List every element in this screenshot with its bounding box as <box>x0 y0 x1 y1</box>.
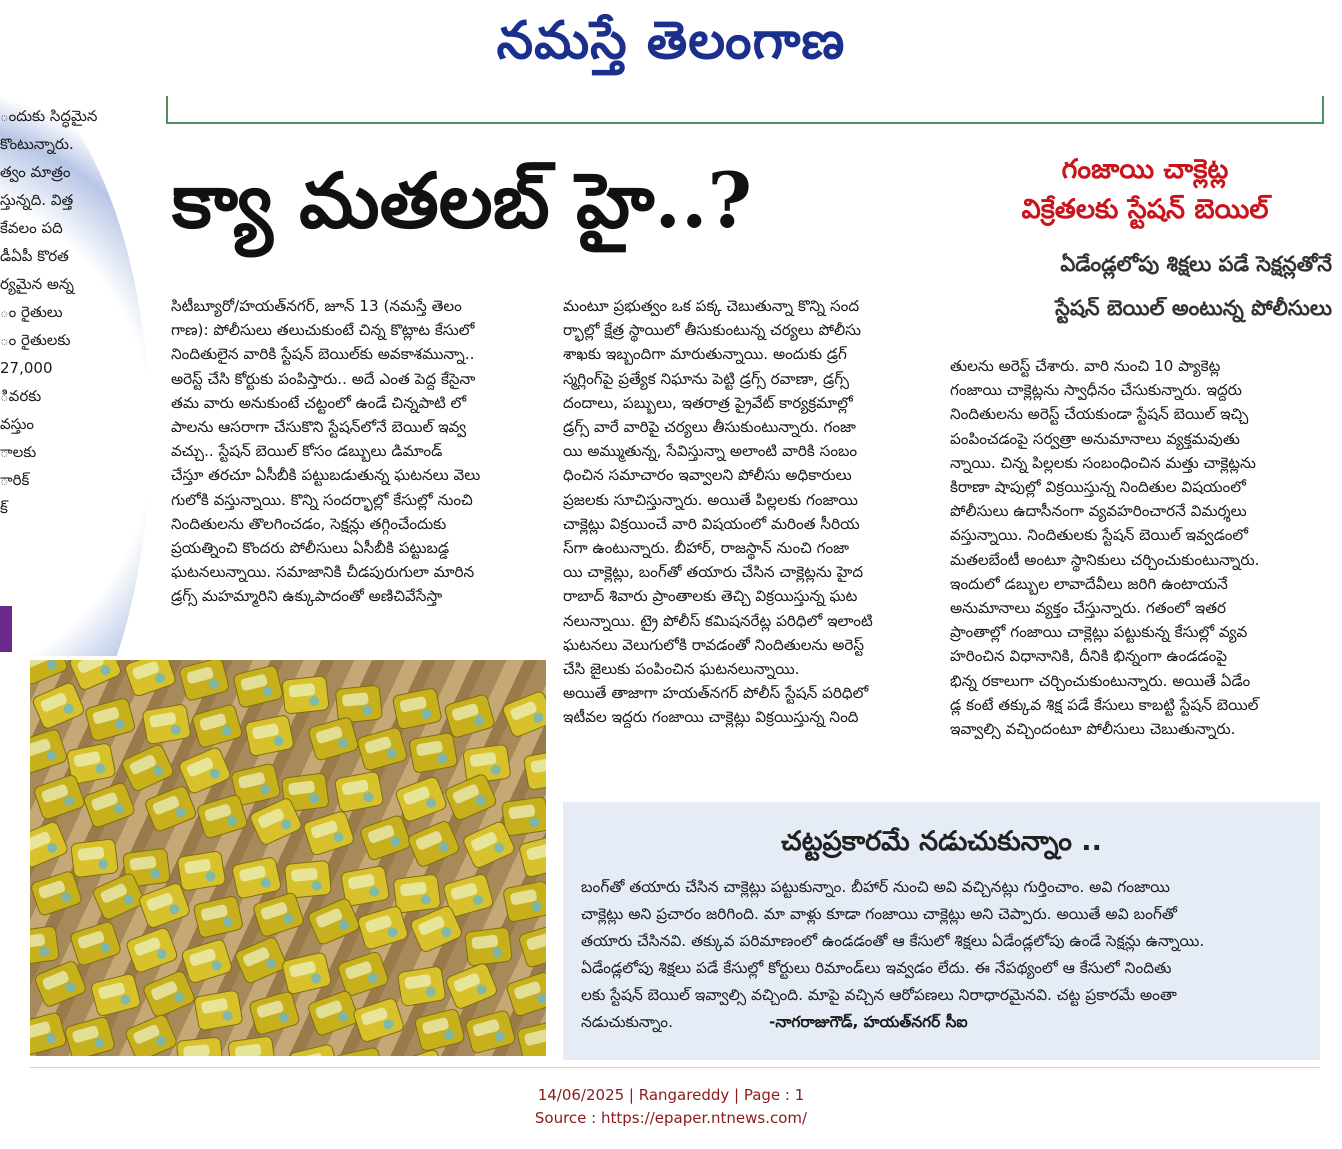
sub-headline <box>960 242 1332 330</box>
chocolate-packet <box>281 952 332 995</box>
chocolate-packet <box>177 851 226 892</box>
chocolate-packet <box>68 660 122 691</box>
chocolate-packet <box>337 951 390 997</box>
masthead-logo: నమస్తే తెలంగాణ <box>496 11 846 71</box>
article-line: మంటూ ప్రభుత్వం ఒక పక్క చెబుతున్నా కొన్ని సంద <box>563 297 860 315</box>
article-line: డ్ల కంటే తక్కువ శిక్ష పడే కేసులు కాబట్టి స్టేషన్‌ బెయిల్‌ <box>950 695 1259 714</box>
chocolate-packet <box>465 927 513 966</box>
left-column-line: డీఏపీ కొరత <box>0 247 69 265</box>
left-column-line: ర్యమైన అన్న <box>0 275 74 293</box>
article-line: నలున్నాయి. ట్రై పోలీస్‌ కమిషనరేట్ల పరిధిలో ఇలాంటి <box>563 611 873 630</box>
article-line: హరించిన విధానానికి, దీనికి భిన్నంగా ఉండడంపై <box>950 647 1228 666</box>
left-clipped-column <box>0 96 150 656</box>
article-line: నిందితులను అరెస్ట్‌ చేయకుండా స్టేషన్‌ బెయిల్‌ ఇచ్చి <box>950 405 1249 424</box>
quote-body <box>581 874 1306 1036</box>
article-line: గులోకి వస్తున్నాయి. కొన్ని సందర్భాల్లో కేసుల్లో నుంచి <box>171 490 473 509</box>
left-column-line: ం రైతులు <box>0 303 63 321</box>
article-line: నిందితులను తొలగించడం, సెక్షన్లు తగ్గించేందుకు <box>171 514 447 533</box>
chocolate-packet <box>503 880 546 922</box>
chocolate-packet <box>181 938 233 984</box>
chocolate-packet <box>393 874 441 913</box>
footer <box>0 1084 1342 1130</box>
left-column-line: వస్తుం <box>0 415 34 433</box>
chocolate-packet <box>71 839 119 878</box>
article-line: ఇటీవల ఇద్దరు గంజాయి చాక్లెట్లు విక్రయిస్తున్న నింది <box>563 708 859 727</box>
article-line: ప్రాంతాల్లో గంజాయి చాక్లెట్లు పట్టుకున్న కేసుల్లో వ్యవ <box>950 623 1248 642</box>
chocolate-packet <box>30 820 69 868</box>
chocolate-packet <box>394 1049 447 1056</box>
chocolate-packet <box>125 927 178 974</box>
left-column-line: క్ <box>0 499 8 517</box>
chocolate-packet <box>407 820 461 869</box>
chocolate-packet <box>124 1013 178 1056</box>
chocolate-packet <box>179 660 230 701</box>
article-line: చేసి జైలుకు పంపించిన ఘటనలున్నాయి. <box>563 660 800 679</box>
chocolate-packet <box>121 743 175 792</box>
article-line: స్‌గా ఉంటున్నారు. బీహార్‌, రాజస్థాన్‌ నుంచి గంజా <box>563 539 850 558</box>
article-line: స్మగ్లింగ్‌పై ప్రత్యేక నిఘాను పెట్టి డ్రగ్స్‌ రవాణా, డ్రగ్స్‌ <box>563 369 850 388</box>
article-line: ఘటనలు వెలుగులోకి రావడంతో నిందితులను అరెస్ట్‌ <box>563 635 865 654</box>
left-column-text <box>0 102 112 522</box>
chocolate-packet <box>334 771 384 813</box>
chocolate-packet <box>196 794 248 839</box>
chocolate-packet <box>90 973 141 1017</box>
chocolate-packet <box>144 785 197 833</box>
chocolate-packet <box>191 704 243 749</box>
chocolate-packet <box>444 694 496 739</box>
left-column-line: ారిక్ <box>0 471 30 489</box>
chocolate-packet <box>445 962 499 1010</box>
chocolate-packet <box>142 970 196 1019</box>
chocolate-packet <box>288 1044 339 1056</box>
chocolate-packet <box>392 688 442 730</box>
chocolate-packet <box>353 997 405 1043</box>
article-line: అరెస్ట్‌ చేసి కోర్టుకు పంపిస్తారు.. అదే ఎంత పెద్ద కేసైనా <box>171 369 476 388</box>
article-line: శాఖకు ఇబ్బందిగా మారుతున్నాయి. అందుకు డ్రగ్‌ <box>563 345 847 364</box>
side-headline-line-1: గంజాయి చాక్లెట్ల <box>1061 154 1229 185</box>
article-line: పోలీసులు ఉదాసీనంగా వ్యవహరించారనే విమర్శలు <box>950 502 1247 521</box>
chocolate-packet <box>282 676 329 715</box>
article-line: చేస్తూ తరచూ ఏసీబీకి పట్టుబడుతున్న ఘటనలు వెలు <box>171 466 481 485</box>
article-column-2 <box>563 294 925 730</box>
main-headline: క్యా మతలబ్‌ హై..? <box>172 156 752 245</box>
sub-headline-line-2: స్టేషన్‌ బెయిల్‌ అంటున్న పోలీసులు <box>1055 296 1332 320</box>
left-column-line: 27,000 <box>0 359 53 377</box>
chocolate-packet <box>252 892 304 938</box>
side-headline <box>960 150 1330 230</box>
article-line: పాలను ఆసరాగా చేసుకొని స్టేషన్‌లోనే బెయిల్‌ ఇవ్వ <box>171 418 467 437</box>
ganja-chocolates-photo <box>30 660 546 1056</box>
chocolate-packet <box>284 860 331 898</box>
quote-line: ఏడేండ్లలోపు శిక్షలు పడే కేసుల్లో కోర్టులు రిమాండ్‌లు ఇవ్వడం లేదు. ఈ నేపథ్యంలో ఆ కేసులో నిందితు <box>581 959 1172 977</box>
article-line: రాబాద్‌ శివారు ప్రాంతాలకు తెచ్చి విక్రయిస్తున్న ఘట <box>563 587 858 606</box>
chocolate-packet <box>244 715 294 757</box>
quote-line: బంగ్‌తో తయారు చేసిన చాక్లెట్లు పట్టుకున్నాం. బీహార్‌ నుంచి అవి వచ్చినట్లు గుర్తించాం. అవి గంజాయి <box>581 878 1170 896</box>
chocolate-packet <box>357 905 409 950</box>
article-line: తమ వారు అనుకుంటే చట్టంలో ఉండే చిన్నపాటి లో <box>171 393 467 412</box>
article-line: వచ్చు.. స్టేషన్‌ బెయిల్‌ కోసం డబ్బులు డిమాండ్‌ <box>171 442 443 461</box>
article-line: చాక్లెట్లు విక్రయించే వారి విషయంలో మరింత సీరియ <box>563 514 860 533</box>
article-line: మతలబేంటీ అంటూ స్థానికులు చర్చించుకుంటున్నారు. <box>950 550 1260 569</box>
quote-line: లకు స్టేషన్‌ బెయిల్‌ ఇవ్వాల్సి వచ్చింది. మాపై వచ్చిన ఆరోపణలు నిరాధారమైనవి. చట్ట ప్రకారమే అంతా <box>581 986 1177 1004</box>
chocolate-packet <box>142 704 191 745</box>
chocolate-packet <box>30 728 68 774</box>
article-line: డ్రగ్స్‌ మహమ్మారిని ఉక్కుపాదంతో అణిచివేసేస్తా <box>171 587 443 606</box>
chocolate-packets-image <box>30 660 546 1056</box>
article-line: వస్తున్నాయి. నిందితులకు స్టేషన్‌ బెయిల్‌ ఇవ్వడంలో <box>950 526 1249 545</box>
chocolate-packet <box>397 966 446 1007</box>
chocolate-packet <box>30 870 83 916</box>
article-line: యి చాక్లెట్లు, బంగ్‌తో తయారు చేసిన చాక్లెట్లను హైద <box>563 563 864 582</box>
article-line: గాణ): పోలీసులు తలుచుకుంటే చిన్న కొట్లాట కేసులో <box>171 321 475 340</box>
left-column-line: ందుకు సిద్ధమైన <box>0 107 98 125</box>
chocolate-packet <box>465 1010 516 1054</box>
chocolate-packet <box>516 1020 546 1056</box>
chocolate-packet <box>518 834 546 878</box>
chocolate-packet <box>124 660 177 697</box>
chocolate-packet <box>334 1047 384 1056</box>
quote-lines <box>581 874 1306 1009</box>
article-line: అనుమానాలు వ్యక్తం చేస్తున్నారు. గతంలో ఇతర <box>950 599 1227 618</box>
left-column-line: ివరకు <box>0 387 42 405</box>
chocolate-packet <box>178 746 232 795</box>
sub-headline-line-1: ఏడేండ్లలోపు శిక్షలు పడే సెక్షన్లతోనే <box>1060 252 1332 276</box>
footer-date-line: 14/06/2025 | Rangareddy | Page : 1 <box>537 1086 805 1104</box>
article-line: భిన్న రకాలుగా చర్చించుకుంటున్నారు. అయితే ఏడేం <box>950 671 1251 690</box>
article-line: గంజాయి చాక్లెట్లను స్వాధీనం చేసుకున్నారు. ఇద్దరు <box>950 381 1242 400</box>
chocolate-packet <box>30 926 60 966</box>
purple-accent-bar <box>0 606 12 652</box>
article-line: ఘటనలున్నాయి. సమాజానికి చీడపురుగులా మారిన <box>171 563 475 582</box>
chocolate-packet <box>308 716 360 761</box>
chocolate-packet <box>176 1037 223 1056</box>
chocolate-packet <box>69 921 121 967</box>
chocolate-packet <box>506 971 546 1017</box>
chocolate-packet <box>84 697 136 742</box>
side-headline-line-2: విక్రేతలకు స్టేషన్‌ బెయిల్‌ <box>1021 194 1269 225</box>
chocolate-packet <box>523 749 546 790</box>
article-line: దందాలు, పబ్బులు, ఇతరాత్ర ప్రైవేట్‌ కార్యక్రమాల్లో <box>563 393 853 412</box>
article-line: ర్భాల్లో క్షేత్ర స్థాయిలో తీసుకుంటున్న చర్యలు పోలీసు <box>563 321 862 340</box>
chocolate-packet <box>233 665 284 709</box>
chocolate-packet <box>335 685 382 723</box>
chocolate-packet <box>194 990 243 1031</box>
article-line: ప్రయత్నించి కొందరు పోలీసులు ఏసీబీకి పట్టుబడ్డ <box>171 539 450 558</box>
left-column-line: త్వం మాత్రం <box>0 163 71 181</box>
quote-line: చాక్లెట్లు అని ప్రచారం జరిగింది. మా వాళ్లు కూడా గంజాయి చాక్లెట్లు అని చెప్పారు. అయితే అవి బంగ్‌తో <box>581 905 1177 923</box>
article-line: ప్రజలకు సూచిస్తున్నారు. అయితే పిల్లలకు గంజాయి <box>563 490 858 509</box>
chocolate-packet <box>234 936 288 985</box>
article-line: పంపించడంపై సర్వత్రా అనుమానాలు వ్యక్తమవుతు <box>950 429 1240 448</box>
chocolate-packet <box>193 895 244 938</box>
chocolate-packet <box>395 776 448 823</box>
chocolate-packet <box>248 991 300 1036</box>
chocolate-packet <box>501 796 546 836</box>
article-line: తులను అరెస్ట్‌ చేశారు. వారి నుంచి 10 ప్యాకెట్ల <box>950 357 1221 375</box>
chocolate-packet <box>501 690 546 738</box>
chocolate-packet <box>30 1012 67 1056</box>
chocolate-packet <box>303 810 355 856</box>
article-line: యి అమ్ముతున్న, సేవిస్తున్నా అలాంటి వారికి సంబం <box>563 442 858 461</box>
article-frame <box>166 96 1324 124</box>
article-line: అయితే తాజాగా హయత్‌నగర్‌ పోలీస్‌ స్టేషన్‌ పరిధిలో <box>563 684 869 703</box>
article-line: ఇందులో డబ్బుల లావాదేవీలు జరిగి ఉంటాయనే <box>950 574 1228 593</box>
chocolate-packet <box>228 1036 276 1056</box>
article-line: కిరాణా షాపుల్లో విక్రయిస్తున్న నిందితుల విషయంలో <box>950 478 1246 497</box>
chocolate-packet <box>30 660 69 686</box>
chocolate-packet <box>34 960 88 1008</box>
chocolate-packet <box>83 782 136 829</box>
quote-last-text: నడుచుకున్నాం. <box>581 1013 673 1031</box>
chocolate-packet <box>32 681 86 730</box>
quote-title: చట్టప్రకారమే నడుచుకున్నాం .. <box>781 826 1102 857</box>
chocolate-packet <box>414 1008 465 1052</box>
quote-box <box>563 802 1320 1060</box>
article-line: న్నాయి. చిన్న పిల్లలకు సంబంధించిన మత్తు చాక్లెట్లను <box>950 453 1256 472</box>
chocolate-packet <box>231 857 281 900</box>
quote-byline: -నాగరాజుగౌడ్‌, హయత్‌నగర్‌ సీఐ <box>769 1013 968 1031</box>
quote-last-line <box>581 1009 1306 1036</box>
chocolate-packet <box>356 727 408 772</box>
left-column-line: స్తున్నది. విత్త <box>0 191 74 209</box>
article-column-1 <box>171 294 535 609</box>
article-line: డ్రగ్స్‌ వారే వారిపై చర్యలు తీసుకుంటున్నారు. గంజా <box>563 418 856 437</box>
left-column-line: కేవలం పది <box>0 219 63 237</box>
article-column-3 <box>950 354 1320 741</box>
left-column-line: ం రైతులకు <box>0 331 71 349</box>
chocolate-packet <box>64 1016 116 1056</box>
chocolate-packet <box>409 732 458 773</box>
chocolate-packet <box>518 923 546 968</box>
chocolate-packet <box>307 990 360 1037</box>
article-line: నిందితులైన వారికి స్టేషన్‌ బెయిల్‌కు అవకాశమున్నా.. <box>171 345 475 364</box>
footer-source-line: Source : https://epaper.ntnews.com/ <box>534 1109 808 1127</box>
chocolate-packet <box>463 744 511 784</box>
quote-line: తయారు చేసినవి. తక్కువ పరిమాణంలో ఉండడంతో ఆ కేసులో శిక్షలు ఏడేండ్లలోపు ఉండే సెక్షన్లు ఉన్నాయి. <box>581 932 1205 950</box>
article-line: ఇవ్వాల్సి వచ్చిందంటూ పోలీసులు చెబుతున్నారు. <box>950 720 1236 739</box>
left-column-line: ాలకు <box>0 443 37 461</box>
footer-rule <box>30 1067 1320 1068</box>
article-line: సిటీబ్యూరో/హయత్‌నగర్‌, జూన్‌ 13 (నమస్తే తెలం <box>171 297 462 315</box>
chocolate-packet <box>359 814 412 861</box>
article-line: ధించిన సమాచారం ఇవ్వాలని పోలీసు అధికారులు <box>563 466 852 485</box>
left-column-line: కొంటున్నారు. <box>0 135 74 153</box>
